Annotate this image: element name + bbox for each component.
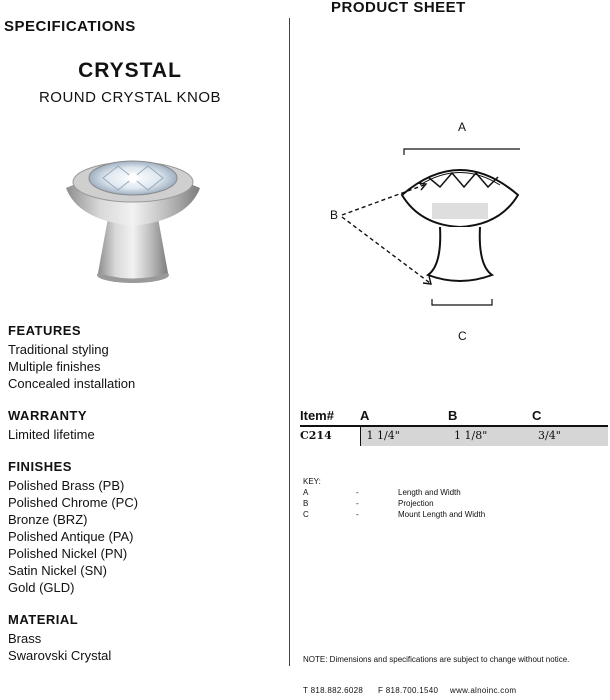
finish-item: Polished Nickel (PN) bbox=[8, 546, 128, 561]
material-list bbox=[8, 630, 111, 664]
warranty-item: Limited lifetime bbox=[8, 427, 95, 442]
features-title: FEATURES bbox=[8, 323, 82, 338]
product-name: CRYSTAL bbox=[78, 59, 182, 82]
spec-header-c: C bbox=[532, 408, 608, 426]
key-dash: - bbox=[356, 499, 359, 508]
key-meaning: Mount Length and Width bbox=[398, 510, 486, 519]
finish-item: Polished Chrome (PC) bbox=[8, 495, 139, 510]
footer-phone: T 818.882.6028 bbox=[303, 686, 364, 695]
spec-cell-b: 1 1/8" bbox=[448, 426, 532, 446]
dimension-c-bracket bbox=[432, 299, 492, 305]
product-sheet-heading: PRODUCT SHEET bbox=[331, 0, 466, 16]
finish-item: Bronze (BRZ) bbox=[8, 512, 88, 527]
features-list bbox=[8, 341, 135, 392]
finishes-list bbox=[8, 477, 138, 596]
column-divider bbox=[289, 18, 290, 666]
knob-outline-base bbox=[428, 227, 492, 281]
key-entry bbox=[303, 498, 593, 509]
feature-item: Multiple finishes bbox=[8, 359, 101, 374]
spec-header-b: B bbox=[448, 408, 532, 426]
footer-fax: F 818.700.1540 bbox=[378, 686, 439, 695]
dimension-a-bracket bbox=[404, 149, 520, 155]
spec-cell-c: 3/4" bbox=[532, 426, 608, 446]
material-item: Brass bbox=[8, 631, 42, 646]
spec-table-header bbox=[300, 408, 608, 426]
material-item: Swarovski Crystal bbox=[8, 648, 112, 663]
spec-header-a: A bbox=[360, 408, 448, 426]
dimension-label-a: A bbox=[458, 120, 467, 134]
finish-item: Gold (GLD) bbox=[8, 580, 75, 595]
spec-cell-item: C214 bbox=[300, 429, 332, 442]
product-description: ROUND CRYSTAL KNOB bbox=[38, 89, 222, 106]
warranty-title: WARRANTY bbox=[8, 408, 88, 423]
key-dash: - bbox=[356, 510, 359, 519]
finishes-title: FINISHES bbox=[8, 459, 72, 474]
key-entry bbox=[303, 509, 593, 520]
key-letter: A bbox=[303, 488, 309, 497]
finish-item: Satin Nickel (SN) bbox=[8, 563, 107, 578]
finish-item: Polished Antique (PA) bbox=[8, 529, 134, 544]
key-meaning: Length and Width bbox=[398, 488, 461, 497]
key-letter: B bbox=[303, 499, 309, 508]
feature-item: Concealed installation bbox=[8, 376, 136, 391]
feature-item: Traditional styling bbox=[8, 342, 109, 357]
spec-table bbox=[300, 408, 608, 446]
key-title: KEY: bbox=[303, 477, 321, 486]
knob-photo bbox=[58, 148, 208, 288]
dimension-b-arrow-lower bbox=[342, 217, 430, 283]
warranty-list bbox=[8, 426, 95, 443]
finish-item: Polished Brass (PB) bbox=[8, 478, 125, 493]
footer-website[interactable]: www.alnoinc.com bbox=[450, 686, 517, 695]
key-meaning: Projection bbox=[398, 499, 434, 508]
material-title: MATERIAL bbox=[8, 612, 79, 627]
spec-cell-a: 1 1/4" bbox=[360, 426, 448, 446]
key-dash: - bbox=[356, 488, 359, 497]
dimension-label-b: B bbox=[330, 208, 339, 222]
disclaimer-note: NOTE: Dimensions and specifications are subject to change without notice. bbox=[303, 655, 570, 664]
spec-header-item: Item# bbox=[300, 408, 360, 426]
key-entry bbox=[303, 487, 593, 498]
dimension-diagram bbox=[320, 115, 520, 345]
key-letter: C bbox=[303, 510, 309, 519]
table-row bbox=[300, 426, 608, 446]
dimension-label-c: C bbox=[458, 329, 467, 343]
specifications-heading: SPECIFICATIONS bbox=[4, 18, 136, 35]
key-block bbox=[303, 476, 593, 520]
